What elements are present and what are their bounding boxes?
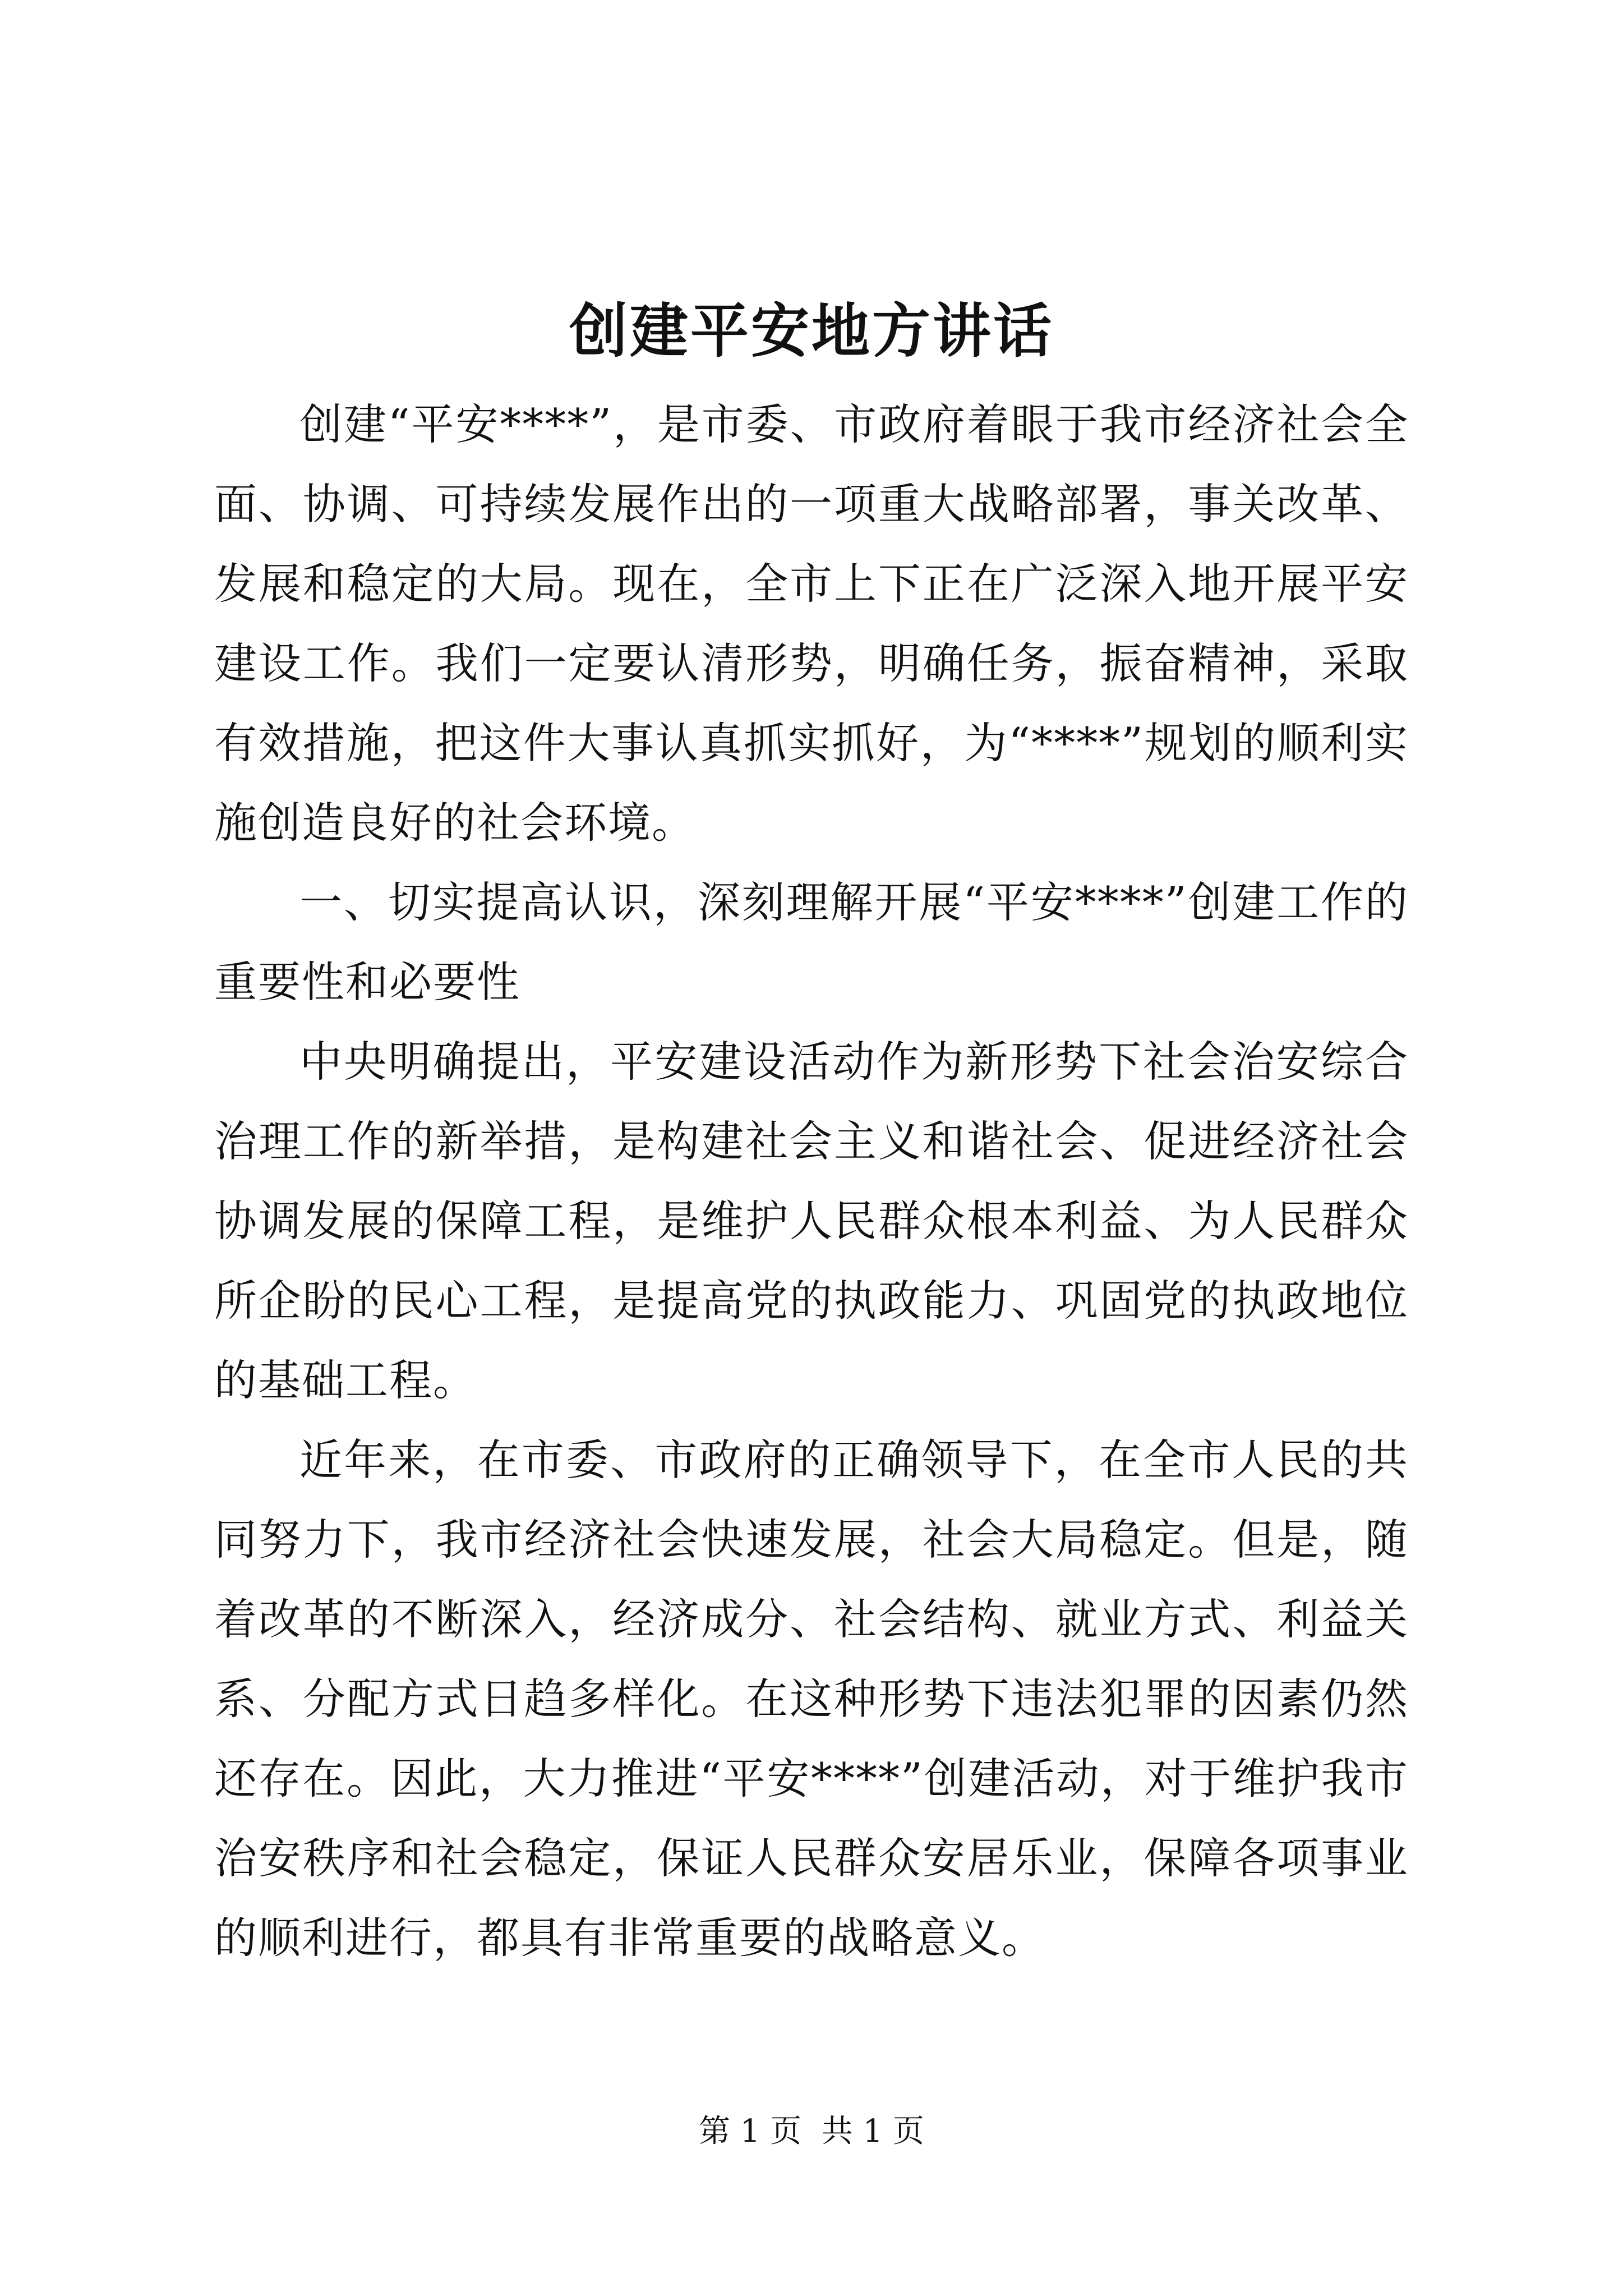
paragraph-recent-years: 近年来，在市委、市政府的正确领导下，在全市人民的共同努力下，我市经济社会快速发展，社会大局稳定。但是，随着改革的不断深入，经济成分、社会结构、就业方式、利益关系、分配方式日趋多样化。在这种形势下违法犯罪的因素仍然还存在。因此，大力推进“平安****”创建活动，对于维护我市治安秩序和社会稳定，保证人民群众安居乐业，保障各项事业的顺利进行，都具有非常重要的战略意义。 [214, 1435, 1409, 1963]
paragraph-central-policy: 中央明确提出，平安建设活动作为新形势下社会治安综合治理工作的新举措，是构建社会主义和谐社会、促进经济社会协调发展的保障工程，是维护人民群众根本利益、为人民群众所企盼的民心工程，是提高党的执政能力、巩固党的执政地位的基础工程。 [214, 1037, 1409, 1405]
section-heading-1: 一、切实提高认识，深刻理解开展“平安****”创建工作的重要性和必要性 [214, 877, 1409, 1007]
document-body [214, 385, 1409, 1978]
paragraph-intro: 创建“平安****”，是市委、市政府着眼于我市经济社会全面、协调、可持续发展作出的一项重大战略部署，事关改革、发展和稳定的大局。现在，全市上下正在广泛深入地开展平安建设工作。我们一定要认清形势，明确任务，振奋精神，采取有效措施，把这件大事认真抓实抓好，为“****”规划的顺利实施创造良好的社会环境。 [214, 399, 1409, 848]
page-number: 第 1 页 共 1 页 [698, 2113, 925, 2150]
document-title: 创建平安地方讲话 [569, 296, 1054, 365]
page-footer [0, 2109, 1623, 2154]
